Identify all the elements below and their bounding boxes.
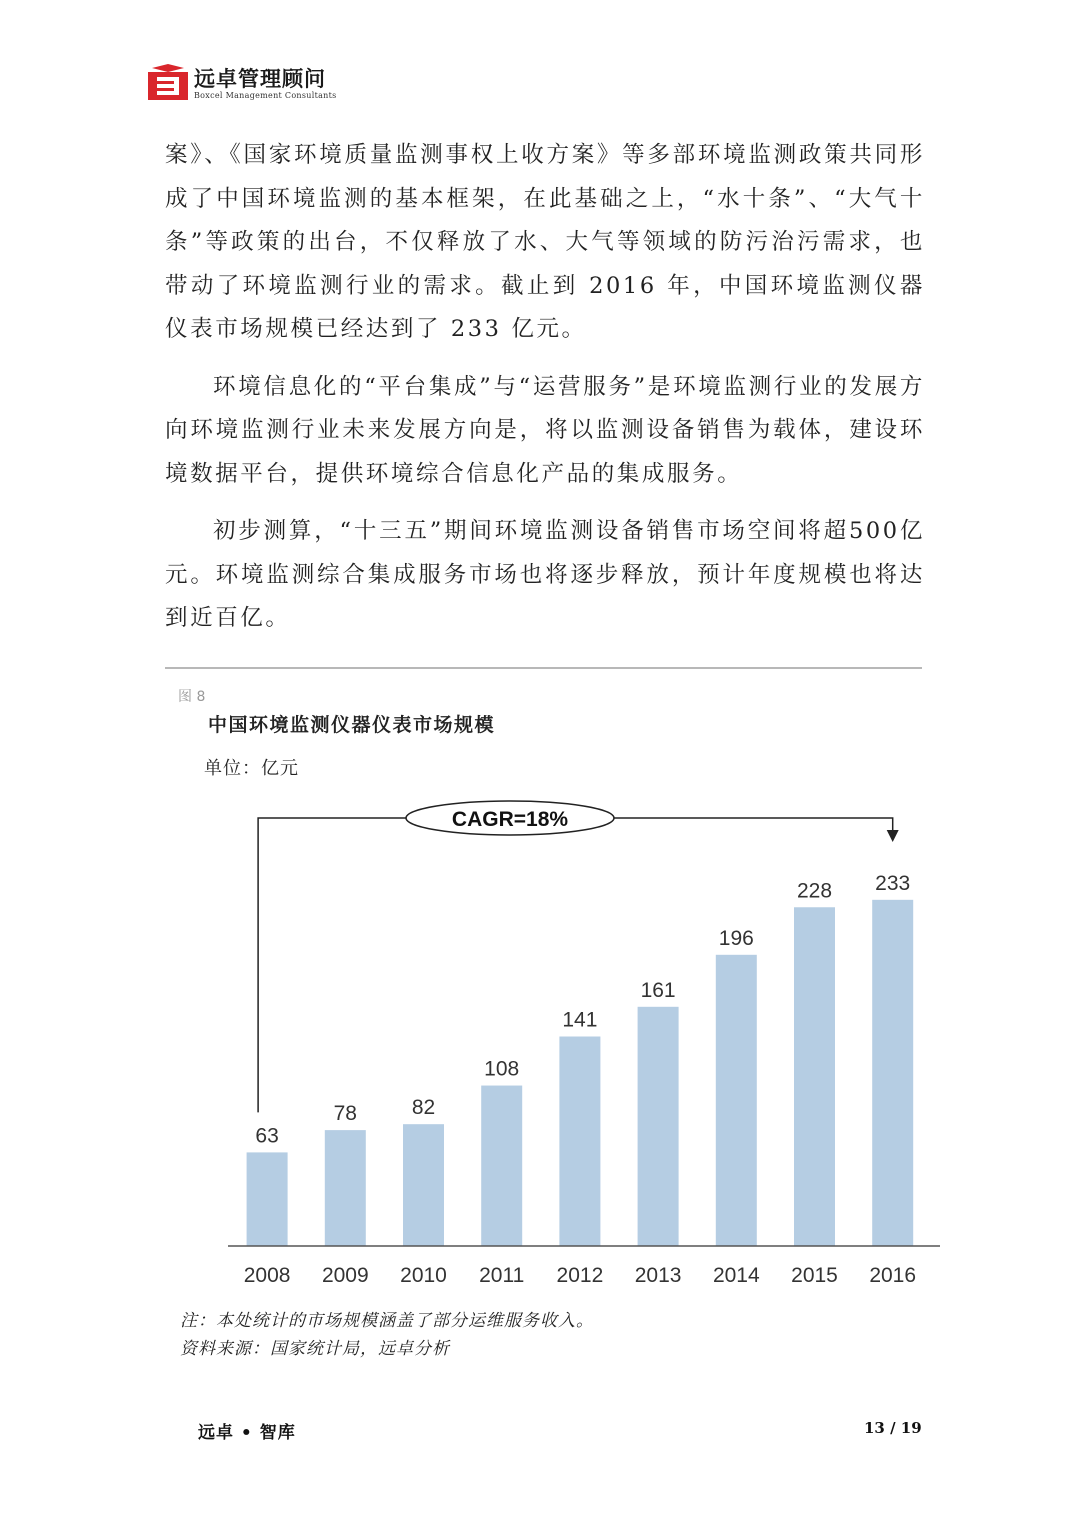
bar-2010 — [403, 1124, 444, 1246]
paragraph-1: 案》、《国家环境质量监测事权上收方案》等多部环境监测政策共同形成了中国环境监测的基本框架，在此基础之上，“水十条”、“大气十条”等政策的出台，不仅释放了水、大气等领域的防污治污需求，也带动了环境监测行业的需求。截止到 2016 年，中国环境监测仪器仪表市场规模已经达到了 233 亿元。 — [165, 142, 925, 342]
x-tick-label: 2012 — [556, 1264, 604, 1287]
divider — [165, 667, 922, 669]
logo-english: Boxcel Management Consultants — [194, 91, 337, 100]
logo-icon — [148, 64, 188, 104]
value-label: 161 — [640, 978, 676, 1002]
bar-2012 — [559, 1037, 600, 1246]
bar-2014 — [716, 955, 757, 1246]
page-number: 13 / 19 — [864, 1419, 922, 1437]
bar-chart — [180, 790, 940, 1300]
x-tick-label: 2015 — [791, 1264, 838, 1287]
bar-2011 — [481, 1086, 522, 1246]
figure-source: 资料来源：国家统计局，远卓分析 — [180, 1339, 450, 1359]
figure-note: 注：本处统计的市场规模涵盖了部分运维服务收入。 — [180, 1311, 594, 1331]
paragraph-2: 环境信息化的“平台集成”与“运营服务”是环境监测行业的发展方向环境监测行业未来发展方向是，将以监测设备销售为载体，建设环境数据平台，提供环境综合信息化产品的集成服务。 — [165, 373, 925, 487]
bar-2008 — [247, 1152, 288, 1246]
logo-name: 远卓管理顾问 — [194, 66, 326, 91]
body-text — [165, 134, 925, 641]
value-label: 63 — [255, 1124, 279, 1148]
header — [148, 64, 337, 104]
value-label: 78 — [333, 1102, 357, 1126]
x-tick-label: 2014 — [712, 1264, 760, 1287]
x-tick-label: 2011 — [479, 1264, 525, 1287]
footer-brand: 远卓 • 智库 — [198, 1423, 296, 1443]
figure-label: 图 8 — [178, 689, 206, 705]
value-label: 108 — [484, 1057, 520, 1081]
x-tick-label: 2010 — [400, 1264, 447, 1287]
x-tick-label: 2009 — [321, 1264, 369, 1287]
cagr-label: CAGR=18% — [451, 808, 569, 831]
x-tick-label: 2013 — [634, 1264, 682, 1287]
bar-2015 — [794, 907, 835, 1246]
value-label: 82 — [411, 1096, 436, 1120]
value-label: 228 — [796, 879, 833, 903]
value-label: 141 — [562, 1008, 598, 1032]
paragraph-3: 初步测算，“十三五”期间环境监测设备销售市场空间将超500亿元。环境监测综合集成服务市场也将逐步释放，预计年度规模也将达到近百亿。 — [165, 518, 925, 631]
x-tick-label: 2016 — [869, 1264, 917, 1287]
figure-unit: 单位：亿元 — [204, 758, 299, 779]
arrow-down-icon — [887, 830, 899, 842]
x-tick-label: 2008 — [243, 1264, 291, 1287]
bar-2016 — [872, 900, 913, 1246]
value-label: 233 — [875, 871, 911, 895]
bar-2009 — [325, 1130, 366, 1246]
bar-2013 — [638, 1007, 679, 1246]
value-label: 196 — [718, 926, 754, 950]
figure-title: 中国环境监测仪器仪表市场规模 — [208, 714, 496, 736]
